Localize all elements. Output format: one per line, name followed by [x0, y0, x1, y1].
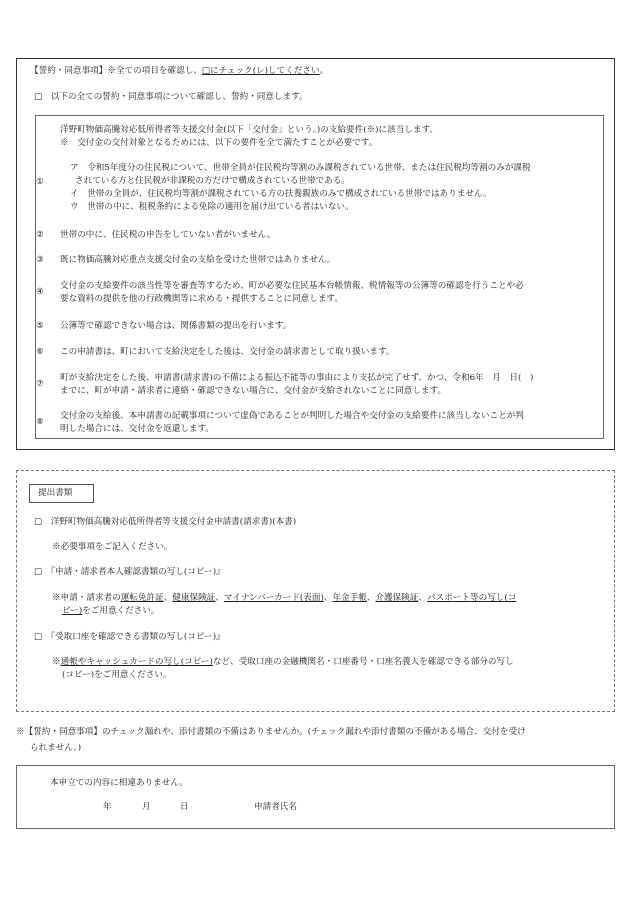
d2-sep-3: 、: [323, 593, 333, 603]
d2-sep-5: 、: [418, 593, 428, 603]
footer-note-line-1: ※【誓約・同意事項】のチェック漏れや、添付書類の不備はありませんか。(チェック漏れや添付書類の不備がある場合、交付を受け: [16, 727, 526, 737]
document-2-note-line-1: [52, 593, 516, 604]
documents-title: 提出書類: [38, 488, 73, 498]
item-1-line-5: イ 世帯の全員が、住民税均等割が課税されている方の扶養親族のみで構成されている世帯ではありません。: [70, 189, 492, 199]
item-1-line-4: されている方と住民税が非課税の方だけで構成されている世帯である。: [75, 176, 351, 186]
pledge-header-note-end: 。: [319, 66, 329, 76]
item-number-7: ⑦: [36, 379, 44, 389]
item-2-line-1: 世帯の中に、住民税の申告をしていない者がいません。: [60, 230, 276, 240]
item-5-line-1: 公簿等で確認できない場合は、関係書類の提出を行います。: [60, 321, 292, 331]
item-1-line-2: ※ 交付金の交付対象となるためには、以下の要件を全て満たすことが必要です。: [60, 138, 378, 148]
d2-sep-4: 、: [366, 593, 376, 603]
pledge-header-note: ※全ての項目を確認し、: [107, 66, 202, 76]
item-1-line-1: 洋野町物価高騰対応低所得者等支援交付金(以下「交付金」という。)の支給要件(※)に該当します。: [60, 125, 438, 135]
document-3-checkbox[interactable]: □ 『受取口座を確認できる書類の写し(コピー)』: [34, 632, 225, 642]
d3-note-prefix: ※: [52, 657, 61, 667]
item-number-1: ①: [36, 177, 44, 187]
d2-pension-book: 年金手帳: [332, 593, 367, 603]
item-number-6: ⑥: [36, 347, 44, 357]
item-8-line-2: 明した場合には、交付金を返還します。: [60, 424, 215, 434]
d3-note-suffix: など、受取口座の金融機関名・口座番号・口座名義人を確認できる部分の写し: [212, 657, 514, 667]
check-all-checkbox[interactable]: □ 以下の全ての誓約・同意事項について確認し、誓約・同意します。: [34, 92, 308, 102]
document-3-note-line-1: [52, 657, 514, 668]
pledge-header: [30, 66, 328, 77]
date-day-label: 日: [180, 802, 189, 812]
document-2-note-line-2: [62, 606, 160, 617]
item-8-line-1: 交付金の支給後、本申請書の記載事項について虚偽であることが判明した場合や交付金の支給要件に該当しないことが判: [60, 411, 524, 421]
item-1-line-3: ア 令和5年度分の住民税について、世帯全員が住民税均等割のみ課税されている世帯、または住民税均等割のみが課税: [70, 163, 531, 173]
confirmation-statement: 本申立ての内容に相違ありません。: [50, 778, 189, 788]
d2-note-prefix: ※申請・請求者の: [52, 593, 121, 603]
d2-care-insurance: 介護保険証: [375, 593, 419, 603]
pledge-header-note-emphasis: □にチェック(レ)してください: [201, 66, 320, 76]
document-1-checkbox[interactable]: □ 洋野町物価高騰対応低所得者等支援交付金申請書(請求書)(本書): [34, 517, 297, 527]
document-3-note-line-2: (コピー)をご用意ください。: [62, 670, 172, 680]
item-3-line-1: 既に物価高騰対応重点支援交付金の支給を受けた世帯ではありません。: [60, 255, 336, 265]
d2-sep-2: 、: [215, 593, 224, 603]
d2-sep-1: 、: [163, 593, 173, 603]
item-4-line-1: 交付金の支給要件の該当性等を審査等するため、町が必要な住民基本台帳情報、税情報等の公簿等の確認を行うことや必: [60, 281, 524, 291]
item-7-line-2: までに、町が申請・請求者に連絡・確認できない場合に、交付金が支給されないことに同意します。: [60, 386, 447, 396]
d2-note-suffix: をご用意ください。: [82, 606, 160, 616]
item-4-line-2: 要な資料の提供を他の行政機関等に求める・提供することに同意します。: [60, 294, 343, 304]
d2-passport: パスポート等の写し(コ: [427, 593, 517, 603]
d2-mynumber-card: マイナンバーカード(表面): [223, 593, 324, 603]
document-2-checkbox[interactable]: □ 『申請・請求者本人確認書類の写し(コピー)』: [34, 567, 225, 577]
confirmation-section: [16, 765, 615, 829]
document-1-note: ※必要事項をご記入ください。: [52, 542, 173, 552]
d2-copy: ピー): [62, 606, 83, 616]
date-year-label: 年: [103, 802, 112, 812]
d2-health-insurance: 健康保険証: [172, 593, 216, 603]
footer-note-line-2: られません。): [30, 743, 82, 753]
item-number-4: ④: [36, 287, 44, 297]
item-number-3: ③: [36, 255, 44, 265]
applicant-name-label: 申請者氏名: [254, 802, 297, 812]
item-number-2: ②: [36, 230, 44, 240]
item-7-line-1: 町が支給決定をした後、申請書(請求書)の不備による振込不能等の事由により支払が完了せず、かつ、令和6年 月 日( ): [60, 373, 534, 383]
d2-drivers-license: 運転免許証: [120, 593, 164, 603]
item-1-line-6: ウ 世帯の中に、租税条約による免除の適用を届け出ている者はいない。: [70, 202, 354, 212]
item-number-8: ⑧: [36, 417, 44, 427]
item-6-line-1: この申請書は、町において支給決定をした後は、交付金の請求書として取り扱います。: [60, 347, 395, 357]
d3-passbook-copy: 通帳やキャッシュカードの写し(コピー): [60, 657, 213, 667]
pledge-header-label: 【誓約・同意事項】: [30, 66, 108, 76]
date-month-label: 月: [142, 802, 151, 812]
item-number-5: ⑤: [36, 321, 44, 331]
